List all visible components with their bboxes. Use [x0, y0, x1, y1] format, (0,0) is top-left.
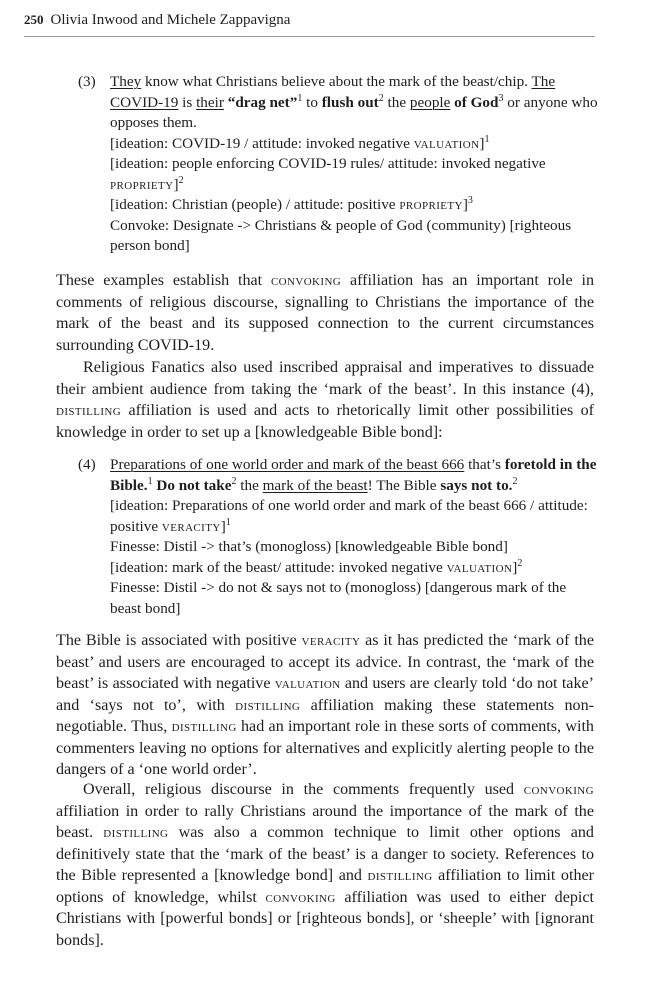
- small-caps-term: convoking: [265, 888, 336, 906]
- bold-term: of God: [454, 93, 499, 111]
- paragraph-text: Overall, religious discourse in the comments frequently used: [83, 781, 524, 798]
- small-caps-term: valuation: [446, 558, 513, 576]
- quote-text: know what Christians believe about the mark of the beast/chip.: [141, 73, 532, 90]
- bold-term: says not to.: [440, 476, 513, 494]
- superscript: 2: [378, 92, 384, 104]
- small-caps-term: distilling: [235, 696, 301, 714]
- paragraph: [56, 357, 594, 443]
- superscript: 1: [147, 475, 153, 487]
- example-number: (3): [78, 73, 96, 90]
- example-4: [78, 455, 598, 619]
- small-caps-term: distilling: [103, 824, 169, 841]
- paragraph-text: affiliation in order to rally Christians around the importance of the mark of the beast.: [56, 802, 594, 841]
- small-caps-term: convoking: [523, 781, 594, 798]
- superscript: 3: [467, 195, 473, 206]
- annotation-line: [110, 558, 598, 579]
- paragraph-text: affiliation making these statements non-negotiable. Thus,: [56, 696, 594, 735]
- superscript: 1: [484, 133, 490, 145]
- annotation-text: ]: [220, 517, 226, 535]
- annotation-line: [110, 195, 598, 216]
- finesse-line: Finesse: Distil -> do not & says not to (monogloss) [dangerous mark of the beast bond]: [110, 579, 567, 617]
- example-body: [110, 455, 598, 619]
- bold-term: “drag net”: [227, 93, 298, 111]
- small-caps-term: distilling: [171, 718, 237, 735]
- annotation-text: ]: [479, 134, 485, 152]
- annotation-text: ]: [512, 558, 518, 576]
- bold-term: foretold in the Bible.: [110, 456, 597, 494]
- small-caps-term: distilling: [367, 867, 433, 884]
- superscript: 3: [498, 92, 504, 104]
- superscript: 2: [178, 174, 184, 186]
- underlined-term: mark of the beast: [262, 476, 368, 494]
- annotation-text: ]: [173, 175, 179, 193]
- small-caps-term: propriety: [399, 196, 463, 213]
- small-caps-term: veracity: [301, 632, 361, 649]
- small-caps-term: convoking: [270, 272, 342, 289]
- paragraph-text: and users are clearly told ‘do not take’ and ‘says not to’, with: [56, 675, 594, 714]
- small-caps-term: propriety: [110, 175, 174, 193]
- example-body: [110, 72, 598, 257]
- quote-text: the: [236, 476, 263, 494]
- paragraph: [56, 779, 594, 951]
- paragraph-text: affiliation has an important role in comments of religious discourse, signalling to Christians the importance of the mark of the beast and its supposed connection to the current circumstances surrounding COVID-19.: [56, 272, 594, 354]
- superscript: 2: [231, 475, 237, 487]
- paragraph-text: Religious Fanatics also used inscribed appraisal and imperatives to dissuade their ambient audience from taking the ‘mark of the beast’. In this instance (4),: [56, 359, 594, 398]
- example-quote: [110, 72, 598, 134]
- paragraph-text: The Bible is associated with positive: [56, 632, 302, 649]
- annotation-text: [ideation: Christian (people) / attitude: positive: [110, 196, 400, 213]
- quote-text: that’s: [464, 456, 505, 473]
- quote-text: is: [178, 93, 197, 111]
- quote-text: or anyone who opposes them.: [110, 93, 598, 131]
- paragraph-text: These examples establish that: [56, 272, 271, 289]
- running-header: [24, 10, 595, 37]
- annotation-line: [110, 154, 598, 195]
- superscript: 2: [512, 475, 518, 487]
- annotation-text: [ideation: Preparations of one world order and mark of the beast 666 / attitude: positive: [110, 497, 588, 535]
- underlined-term: The COVID-19: [110, 73, 556, 111]
- underlined-term: people: [409, 93, 451, 111]
- bold-term: Do not take: [156, 476, 232, 494]
- paragraph-text: affiliation was used to either depict Christians with [powerful bonds] or [righteous bonds], or ‘sheeple’ with [ignorant bonds].: [56, 888, 594, 949]
- annotation-text: ]: [462, 196, 468, 213]
- underlined-term: They: [110, 73, 142, 90]
- bold-term: flush out: [321, 93, 379, 111]
- example-number: (4): [78, 456, 96, 473]
- finesse-line: Finesse: Distil -> that’s (monogloss) [knowledgeable Bible bond]: [110, 538, 508, 555]
- small-caps-term: valuation: [413, 134, 480, 152]
- annotation-line: [110, 496, 598, 537]
- annotation-line: [110, 134, 598, 155]
- paragraph: [56, 270, 594, 356]
- superscript: 1: [225, 516, 231, 528]
- paragraph-text: affiliation is used and acts to rhetorically limit other possibilities of knowledge in order to set up a [knowledgeable Bible bond]:: [56, 402, 594, 441]
- paragraph: [56, 630, 594, 781]
- annotation-text: [ideation: people enforcing COVID-19 rules/ attitude: invoked negative: [110, 155, 546, 172]
- superscript: 1: [297, 92, 303, 104]
- small-caps-term: valuation: [274, 675, 341, 692]
- running-header-authors: Olivia Inwood and Michele Zappavigna: [50, 12, 291, 28]
- annotation-text: [ideation: mark of the beast/ attitude: invoked negative: [110, 558, 447, 576]
- underlined-term: their: [196, 93, 224, 111]
- paragraph-text: was also a common technique to limit other options and definitively state that the ‘mark of the beast’ is a danger to society. References to the Bible represented a [knowledge bond] and: [56, 824, 594, 884]
- underlined-term: Preparations of one world order and mark of the beast 666: [110, 456, 465, 473]
- paragraph-text: affiliation to limit other options of knowledge, whilst: [56, 867, 594, 906]
- example-3: [78, 72, 598, 257]
- quote-text: the: [383, 93, 410, 111]
- paragraph-text: had an important role in these sorts of comments, with commenters leaving no options for alternatives and explicitly alerting people to the dangers of a ‘one world order’.: [56, 718, 594, 778]
- small-caps-term: veracity: [161, 517, 221, 535]
- convoke-line: Convoke: Designate -> Christians & people of God (community) [righteous person bond]: [110, 216, 572, 254]
- example-quote: [110, 455, 598, 496]
- annotation-text: [ideation: COVID-19 / attitude: invoked negative: [110, 134, 414, 152]
- small-caps-term: distilling: [56, 402, 122, 419]
- superscript: 2: [517, 557, 523, 569]
- page-number: 250: [24, 12, 44, 27]
- quote-text: to: [302, 93, 322, 111]
- quote-text: ! The Bible: [367, 476, 441, 494]
- paragraph-text: as it has predicted the ‘mark of the beast’ and users are encouraged to accept its advice. In contrast, the ‘mark of the beast’ is associated with negative: [56, 632, 594, 692]
